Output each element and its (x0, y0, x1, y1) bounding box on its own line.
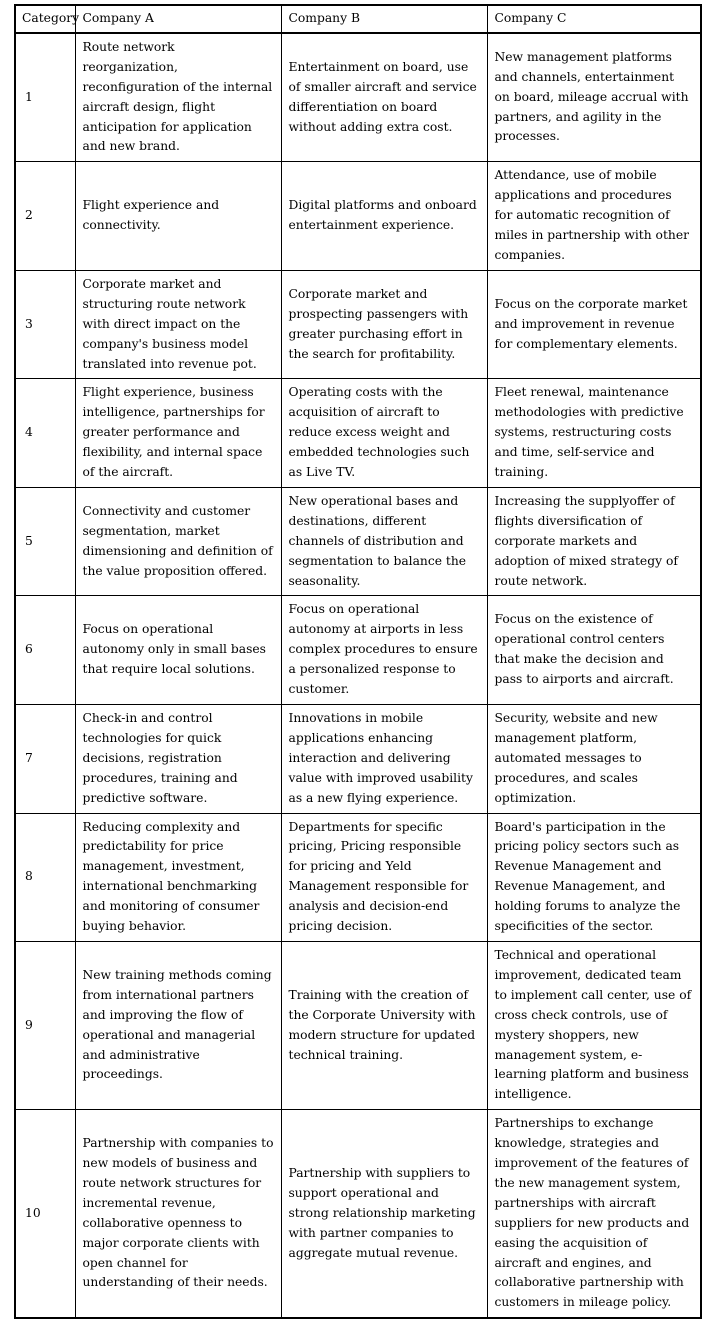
category-cell: 10 (15, 1110, 75, 1319)
category-cell: 7 (15, 705, 75, 814)
company-a-cell: Check-in and control technologies for quick decisions, registration procedures, training and predictive software. (75, 705, 281, 814)
company-a-cell: Partnership with companies to new models of business and route network structures for incremental revenue, collaborative openness to major corporate clients with open channel for understanding of their needs. (75, 1110, 281, 1319)
table-header-row (15, 5, 701, 33)
table-body (15, 33, 701, 1318)
company-c-cell: Increasing the supplyoffer of flights diversification of corporate markets and adoption of mixed strategy of route network. (487, 487, 701, 596)
table-row (15, 941, 701, 1109)
company-b-cell: New operational bases and destinations, different channels of distribution and segmentation to balance the seasonality. (281, 487, 487, 596)
company-a-cell: Flight experience, business intelligence, partnerships for greater performance and flexibility, and internal space of the aircraft. (75, 379, 281, 488)
company-b-cell: Focus on operational autonomy at airports in less complex procedures to ensure a personalized response to customer. (281, 596, 487, 705)
company-c-cell: Technical and operational improvement, dedicated team to implement call center, use of cross check controls, use of mystery shoppers, new management system, e-learning platform and business intelligence. (487, 941, 701, 1109)
company-c-cell: New management platforms and channels, entertainment on board, mileage accrual with partners, and agility in the processes. (487, 33, 701, 162)
company-a-cell: New training methods coming from international partners and improving the flow of operational and managerial and administrative proceedings. (75, 941, 281, 1109)
category-cell: 1 (15, 33, 75, 162)
column-header-category: Category (15, 5, 75, 33)
company-b-cell: Entertainment on board, use of smaller aircraft and service differentiation on board without adding extra cost. (281, 33, 487, 162)
table-row (15, 162, 701, 271)
column-header-company-b: Company B (281, 5, 487, 33)
company-a-cell: Flight experience and connectivity. (75, 162, 281, 271)
company-a-cell: Corporate market and structuring route network with direct impact on the company's business model translated into revenue pot. (75, 270, 281, 379)
table-row (15, 33, 701, 162)
company-b-cell: Digital platforms and onboard entertainment experience. (281, 162, 487, 271)
company-c-cell: Focus on the corporate market and improvement in revenue for complementary elements. (487, 270, 701, 379)
company-c-cell: Partnerships to exchange knowledge, strategies and improvement of the features of the new management system, partnerships with aircraft suppliers for new products and easing the acquisition of aircraft and engines, and collaborative partnership with customers in mileage policy. (487, 1110, 701, 1319)
category-cell: 8 (15, 813, 75, 941)
company-b-cell: Corporate market and prospecting passengers with greater purchasing effort in the search for profitability. (281, 270, 487, 379)
table-row (15, 379, 701, 488)
company-a-cell: Connectivity and customer segmentation, market dimensioning and definition of the value proposition offered. (75, 487, 281, 596)
company-b-cell: Innovations in mobile applications enhancing interaction and delivering value with improved usability as a new flying experience. (281, 705, 487, 814)
company-c-cell: Board's participation in the pricing policy sectors such as Revenue Management and Revenue Management, and holding forums to analyze the specificities of the sector. (487, 813, 701, 941)
table-row (15, 1110, 701, 1319)
category-cell: 3 (15, 270, 75, 379)
category-cell: 2 (15, 162, 75, 271)
column-header-company-c: Company C (487, 5, 701, 33)
table-row (15, 487, 701, 596)
company-a-cell: Focus on operational autonomy only in small bases that require local solutions. (75, 596, 281, 705)
column-header-company-a: Company A (75, 5, 281, 33)
table-row (15, 270, 701, 379)
company-comparison-table (14, 4, 702, 1319)
company-b-cell: Training with the creation of the Corporate University with modern structure for updated technical training. (281, 941, 487, 1109)
table-header (15, 5, 701, 33)
company-c-cell: Fleet renewal, maintenance methodologies with predictive systems, restructuring costs and time, self-service and training. (487, 379, 701, 488)
company-b-cell: Departments for specific pricing, Pricing responsible for pricing and Yeld Management responsible for analysis and decision-end pricing decision. (281, 813, 487, 941)
company-b-cell: Partnership with suppliers to support operational and strong relationship marketing with partner companies to aggregate mutual revenue. (281, 1110, 487, 1319)
company-a-cell: Route network reorganization, reconfiguration of the internal aircraft design, flight anticipation for application and new brand. (75, 33, 281, 162)
table-row (15, 705, 701, 814)
company-a-cell: Reducing complexity and predictability for price management, investment, international benchmarking and monitoring of consumer buying behavior. (75, 813, 281, 941)
company-b-cell: Operating costs with the acquisition of aircraft to reduce excess weight and embedded technologies such as Live TV. (281, 379, 487, 488)
company-c-cell: Attendance, use of mobile applications and procedures for automatic recognition of miles in partnership with other companies. (487, 162, 701, 271)
table-row (15, 813, 701, 941)
table-row (15, 596, 701, 705)
company-c-cell: Focus on the existence of operational control centers that make the decision and pass to airports and aircraft. (487, 596, 701, 705)
category-cell: 5 (15, 487, 75, 596)
category-cell: 9 (15, 941, 75, 1109)
company-c-cell: Security, website and new management platform, automated messages to procedures, and scales optimization. (487, 705, 701, 814)
category-cell: 4 (15, 379, 75, 488)
category-cell: 6 (15, 596, 75, 705)
